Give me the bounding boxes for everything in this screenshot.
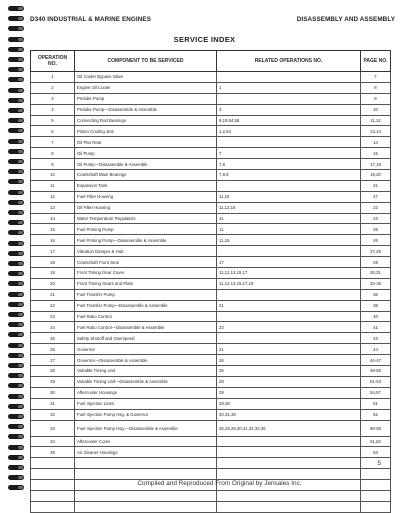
component-name: Fuel Ratio Control — [75, 311, 217, 322]
operation-number: 32 — [31, 409, 75, 420]
binding-ring — [8, 302, 24, 307]
operation-number: 15 — [31, 224, 75, 235]
table-row — [31, 289, 391, 300]
binding-ring — [8, 353, 24, 358]
page-number-cell: 63 — [361, 447, 391, 458]
related-operations: 11,12,15 — [217, 202, 361, 213]
component-name — [75, 458, 217, 469]
page-number-cell: 40 — [361, 311, 391, 322]
binding-ring — [8, 261, 24, 266]
binding-ring — [8, 128, 24, 133]
operation-number: 35 — [31, 447, 75, 458]
operation-number: 7 — [31, 137, 75, 148]
binding-ring — [8, 404, 24, 409]
related-operations: 29,38 — [217, 398, 361, 409]
related-operations — [217, 72, 361, 83]
component-name: Connecting Rod Bearings — [75, 115, 217, 126]
page-number-cell: 61,62 — [361, 436, 391, 447]
operation-number: 19 — [31, 268, 75, 279]
binding-ring — [8, 67, 24, 72]
related-operations: 21 — [217, 344, 361, 355]
page-number-cell: 27 — [361, 191, 391, 202]
component-name: Water Temperature Regulators — [75, 213, 217, 224]
operation-number: 23 — [31, 311, 75, 322]
related-operations: 7,8,9 — [217, 170, 361, 181]
related-operations: 26,28,29,30,31,32,33,36 — [217, 420, 361, 436]
binding-ring — [8, 98, 24, 103]
binding-ring — [8, 271, 24, 276]
binding-ring — [8, 373, 24, 378]
related-operations: 11,15 — [217, 235, 361, 246]
page-number-cell: 51-53 — [361, 376, 391, 387]
page-number-cell: 19,20 — [361, 170, 391, 181]
table-row — [31, 278, 391, 289]
binding-ring — [8, 149, 24, 154]
related-operations: 17 — [217, 257, 361, 268]
operation-number: 25 — [31, 333, 75, 344]
operation-number: 21 — [31, 289, 75, 300]
component-name: Engine Oil Cooler — [75, 82, 217, 93]
table-row — [31, 469, 391, 480]
operation-number: 29 — [31, 376, 75, 387]
table-body — [31, 72, 391, 513]
binding-ring — [8, 210, 24, 215]
page-title: SERVICE INDEX — [173, 35, 236, 44]
component-name: Vibration Damper & Hub — [75, 246, 217, 257]
related-operations — [217, 447, 361, 458]
table-row — [31, 235, 391, 246]
binding-ring — [8, 455, 24, 460]
table-row — [31, 376, 391, 387]
table-row — [31, 170, 391, 181]
page-number-cell: 51 — [361, 398, 391, 409]
component-name: Fuel Priming Pump—Disassemble & Assemble — [75, 235, 217, 246]
related-operations — [217, 311, 361, 322]
related-operations — [217, 436, 361, 447]
binding-ring — [8, 251, 24, 256]
page-number-cell: 41 — [361, 322, 391, 333]
related-operations: 11,12,13,15,17,19 — [217, 278, 361, 289]
binding-ring — [8, 434, 24, 439]
page-number-cell: 21 — [361, 180, 391, 191]
binding-ring — [8, 190, 24, 195]
page-number-cell: 13,14 — [361, 126, 391, 137]
operation-number — [31, 469, 75, 480]
table-row — [31, 126, 391, 137]
binding-ring — [8, 363, 24, 368]
table-row — [31, 115, 391, 126]
related-operations — [217, 180, 361, 191]
table-row — [31, 366, 391, 377]
related-operations: 7,8 — [217, 159, 361, 170]
related-operations: 3 — [217, 104, 361, 115]
related-operations — [217, 458, 361, 469]
table-row — [31, 311, 391, 322]
table-row — [31, 355, 391, 366]
component-name: Front Timing Gears and Plate — [75, 278, 217, 289]
table-row — [31, 191, 391, 202]
table-header-row — [31, 51, 391, 72]
binding-ring — [8, 281, 24, 286]
page-number-cell: 10 — [361, 104, 391, 115]
component-name: Fuel Transfer Pump — [75, 289, 217, 300]
page-number-cell: 14 — [361, 137, 391, 148]
page-number-cell: 32-35 — [361, 278, 391, 289]
binding-ring — [8, 383, 24, 388]
table-row — [31, 447, 391, 458]
page-number-cell: 56-60 — [361, 420, 391, 436]
related-operations — [217, 93, 361, 104]
operation-number: 26 — [31, 344, 75, 355]
binding-ring — [8, 241, 24, 246]
related-operations: 1,2,54 — [217, 126, 361, 137]
binding-ring — [8, 57, 24, 62]
related-operations — [217, 333, 361, 344]
binding-ring — [8, 445, 24, 450]
component-name: Variable Timing Unit — [75, 366, 217, 377]
binding-ring — [8, 292, 24, 297]
component-name: Expansion Tank — [75, 180, 217, 191]
related-operations: 11 — [217, 213, 361, 224]
table-row — [31, 93, 391, 104]
page-number-cell: 22 — [361, 202, 391, 213]
page-number-cell: 26 — [361, 235, 391, 246]
table-row — [31, 268, 391, 279]
binding-ring — [8, 179, 24, 184]
binding-ring — [8, 332, 24, 337]
table-row — [31, 257, 391, 268]
component-name: Oil Filter Housing — [75, 202, 217, 213]
page-number-cell: 9 — [361, 93, 391, 104]
binding-ring — [8, 88, 24, 93]
binding-ring — [8, 47, 24, 52]
footer-credit: Compiled and Reproduced From Original by Jensales Inc. — [137, 480, 302, 487]
table-row — [31, 72, 391, 83]
binding-ring — [8, 6, 24, 11]
component-name: Variable Timing Unit—Disassemble & Assemble — [75, 376, 217, 387]
component-name: Crankshaft Front Seal — [75, 257, 217, 268]
page-number-cell: 39 — [361, 300, 391, 311]
related-operations: 11,12,13,15,17 — [217, 268, 361, 279]
table-row — [31, 137, 391, 148]
page-number-cell: 30,31 — [361, 268, 391, 279]
table-row — [31, 387, 391, 398]
col-related: RELATED OPERATIONS NO. — [217, 51, 361, 72]
page-number-cell: 44 — [361, 344, 391, 355]
component-name: Fuel Injection Pump Hsg. & Governor — [75, 409, 217, 420]
operation-number: 12 — [31, 191, 75, 202]
binding-ring — [8, 414, 24, 419]
table-row — [31, 300, 391, 311]
related-operations: 28 — [217, 376, 361, 387]
component-name: Prelube Pump — [75, 93, 217, 104]
table-row — [31, 180, 391, 191]
binding-ring — [8, 200, 24, 205]
related-operations: 11 — [217, 224, 361, 235]
related-operations: 20,31,38 — [217, 409, 361, 420]
col-component: COMPONENT TO BE SERVICED — [75, 51, 217, 72]
page-number-cell: 11,12 — [361, 115, 391, 126]
operation-number: 30 — [31, 387, 75, 398]
table-row — [31, 420, 391, 436]
operation-number: 24 — [31, 322, 75, 333]
table-row — [31, 458, 391, 469]
header-left: D340 INDUSTRIAL & MARINE ENGINES — [30, 16, 151, 23]
page-number-cell: 27,28 — [361, 246, 391, 257]
binding-ring — [8, 118, 24, 123]
related-operations — [217, 289, 361, 300]
component-name: Front Timing Gear Cover — [75, 268, 217, 279]
table-row — [31, 148, 391, 159]
page-number: 5 — [377, 461, 381, 467]
operation-number: 31 — [31, 398, 75, 409]
binding-ring — [8, 475, 24, 480]
component-name: Fuel Injection Lines — [75, 398, 217, 409]
operation-number: 14 — [31, 213, 75, 224]
binding-ring — [8, 220, 24, 225]
page-number-cell: 8 — [361, 82, 391, 93]
operation-number — [31, 458, 75, 469]
table-row — [31, 344, 391, 355]
component-name: Oil Pump — [75, 148, 217, 159]
binding-ring — [8, 77, 24, 82]
component-name: Governor — [75, 344, 217, 355]
operation-number: 11 — [31, 180, 75, 191]
operation-number: 16 — [31, 235, 75, 246]
header-right: DISASSEMBLY AND ASSEMBLY — [296, 16, 395, 23]
binding-ring — [8, 169, 24, 174]
binding-ring — [8, 465, 24, 470]
binding-ring — [8, 108, 24, 113]
component-name: Aftercooler Housings — [75, 387, 217, 398]
table-row — [31, 333, 391, 344]
component-name: Oil Pan Rear — [75, 137, 217, 148]
table-row — [31, 398, 391, 409]
operation-number: 20 — [31, 278, 75, 289]
operation-number: 1 — [31, 72, 75, 83]
page-number-cell: 44-47 — [361, 355, 391, 366]
component-name: Oil Cooler Bypass Valve — [75, 72, 217, 83]
table-row — [31, 213, 391, 224]
table-row — [31, 246, 391, 257]
related-operations — [217, 137, 361, 148]
component-name — [75, 469, 217, 480]
binding-ring — [8, 343, 24, 348]
operation-number: 5 — [31, 115, 75, 126]
table-row — [31, 104, 391, 115]
table-row — [31, 409, 391, 420]
table-row — [31, 501, 391, 512]
component-name: Fuel Filter Housing — [75, 191, 217, 202]
binding-ring — [8, 16, 24, 21]
binding-ring — [8, 139, 24, 144]
related-operations: 26 — [217, 355, 361, 366]
binding-ring — [8, 394, 24, 399]
component-name — [75, 501, 217, 512]
component-name: Aftercooler Cores — [75, 436, 217, 447]
operation-number: 28 — [31, 366, 75, 377]
page-number-cell: 54,57 — [361, 387, 391, 398]
page-number-cell: 29 — [361, 257, 391, 268]
operation-number: 6 — [31, 126, 75, 137]
page-number-cell: 25 — [361, 224, 391, 235]
page-number-cell: 17,18 — [361, 159, 391, 170]
table-row — [31, 322, 391, 333]
table-row — [31, 224, 391, 235]
page-number-cell: 36 — [361, 289, 391, 300]
component-name: Air Cleaner Housings — [75, 447, 217, 458]
binding-ring — [8, 322, 24, 327]
component-name: Piston Cooling Jets — [75, 126, 217, 137]
related-operations: 29 — [217, 387, 361, 398]
component-name: Fuel Ratio Control—Disassemble & Assemble — [75, 322, 217, 333]
page-number-cell — [361, 458, 391, 469]
binding-ring — [8, 230, 24, 235]
component-name: Oil Pump—Disassemble & Assemble — [75, 159, 217, 170]
page-number-cell: 7 — [361, 72, 391, 83]
component-name: Safety Shutoff and Overspeed — [75, 333, 217, 344]
binding-ring — [8, 424, 24, 429]
operation-number: 27 — [31, 355, 75, 366]
page-number-cell: 48-50 — [361, 366, 391, 377]
operation-number: 9 — [31, 159, 75, 170]
operation-number: 3 — [31, 93, 75, 104]
operation-number: 10 — [31, 170, 75, 181]
operation-number: 22 — [31, 300, 75, 311]
page-number-cell — [361, 469, 391, 480]
component-name: Prelube Pump—Disassemble & Assemble — [75, 104, 217, 115]
component-name: Crankshaft Main Bearings — [75, 170, 217, 181]
component-name: Fuel Priming Pump — [75, 224, 217, 235]
operation-number — [31, 501, 75, 512]
operation-number: 33 — [31, 420, 75, 436]
related-operations: 1 — [217, 82, 361, 93]
related-operations: 21 — [217, 300, 361, 311]
table-row — [31, 436, 391, 447]
component-name: Fuel Injection Pump Hsg.—Disassemble & Assemble — [75, 420, 217, 436]
related-operations — [217, 469, 361, 480]
operation-number: 8 — [31, 148, 75, 159]
service-index-table — [30, 50, 391, 513]
operation-number: 18 — [31, 257, 75, 268]
binding-ring — [8, 26, 24, 31]
component-name: Fuel Transfer Pump—Disassemble & Assemble — [75, 300, 217, 311]
component-name: Governor—Disassemble & Assemble — [75, 355, 217, 366]
operation-number: 17 — [31, 246, 75, 257]
operation-number: 34 — [31, 436, 75, 447]
spiral-binding — [2, 0, 28, 500]
operation-number: 4 — [31, 104, 75, 115]
binding-ring — [8, 485, 24, 490]
page-number-cell: 52 — [361, 409, 391, 420]
page-number-cell: 15 — [361, 148, 391, 159]
operation-number: 2 — [31, 82, 75, 93]
page-number-cell: 43 — [361, 333, 391, 344]
binding-ring — [8, 159, 24, 164]
page-number-cell — [361, 501, 391, 512]
related-operations — [217, 246, 361, 257]
related-operations — [217, 501, 361, 512]
page-number-cell: 23 — [361, 213, 391, 224]
col-operation: OPERATION NO. — [31, 51, 75, 72]
related-operations: 11,15 — [217, 191, 361, 202]
related-operations: 23 — [217, 322, 361, 333]
binding-ring — [8, 312, 24, 317]
table-row — [31, 82, 391, 93]
related-operations: 26 — [217, 366, 361, 377]
table-row — [31, 202, 391, 213]
operation-number: 13 — [31, 202, 75, 213]
related-operations: 7 — [217, 148, 361, 159]
col-page: PAGE NO. — [361, 51, 391, 72]
table-row — [31, 159, 391, 170]
related-operations: 9,19,54,55 — [217, 115, 361, 126]
